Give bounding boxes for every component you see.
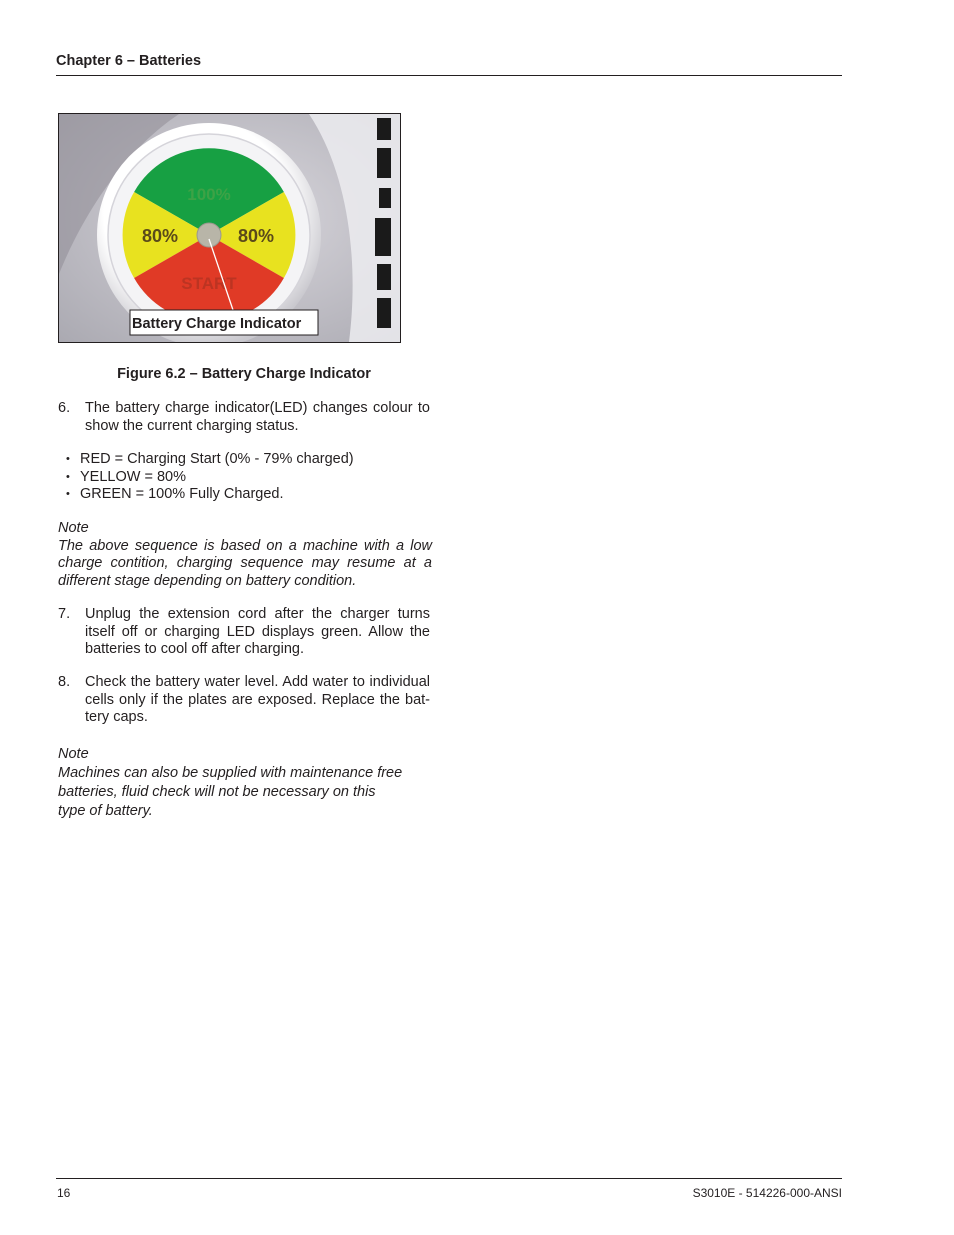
note-label: Note (58, 520, 89, 536)
footer-rule (56, 1178, 842, 1179)
bullet-dot: • (66, 488, 70, 500)
page-number: 16 (57, 1186, 71, 1200)
step-number: 6. (58, 400, 71, 416)
list-item: • YELLOW = 80% (66, 468, 186, 485)
step-8 (58, 674, 430, 727)
step-number: 7. (58, 606, 71, 622)
list-item: • GREEN = 100% Fully Charged. (66, 486, 284, 502)
battery-indicator-photo (58, 113, 401, 343)
note-line: batteries, fluid check will not be necessary on this (58, 784, 376, 800)
gauge-label-right: 80% (237, 226, 275, 246)
step-6 (58, 400, 430, 435)
chapter-title: Chapter 6 – Batteries (56, 53, 202, 69)
note-line: Machines can also be supplied with maintenance free (58, 765, 403, 781)
note-charging-sequence (58, 520, 432, 590)
step-text: The battery charge indicator(LED) changes colour to show the current charging status. (85, 400, 430, 434)
gauge-label-bottom: START (181, 274, 237, 293)
step-7 (58, 606, 430, 659)
note-text: The above sequence is based on a machine with a low charge contition, charging sequence may resume at a different stage depending on battery condition. (58, 537, 432, 589)
callout-label: Battery Charge Indicator (132, 316, 302, 332)
list-item: • RED = Charging Start (0% - 79% charged) (66, 451, 354, 467)
figure-caption: Figure 6.2 – Battery Charge Indicator (117, 366, 371, 382)
gauge-label-top: 100% (187, 185, 231, 204)
note-label: Note (58, 746, 89, 762)
header-rule (56, 75, 842, 76)
step-text: Unplug the extension cord after the charger turns itself off or charging LED displays green. Allow the batteries to cool off after charging. (85, 606, 430, 657)
bullet-dot: • (66, 453, 70, 465)
charge-led (197, 223, 221, 247)
step-text: Check the battery water level. Add water to individual cells only if the plates are exposed. Replace the bat-tery caps. (85, 674, 430, 725)
gauge-label-left: 80% (141, 226, 179, 246)
status-color-list (66, 451, 430, 504)
note-maintenance-free (58, 745, 432, 821)
note-line: type of battery. (58, 803, 153, 819)
document-id: S3010E - 514226-000-ANSI (692, 1186, 842, 1200)
bullet-dot: • (66, 470, 70, 483)
step-number: 8. (58, 674, 71, 690)
